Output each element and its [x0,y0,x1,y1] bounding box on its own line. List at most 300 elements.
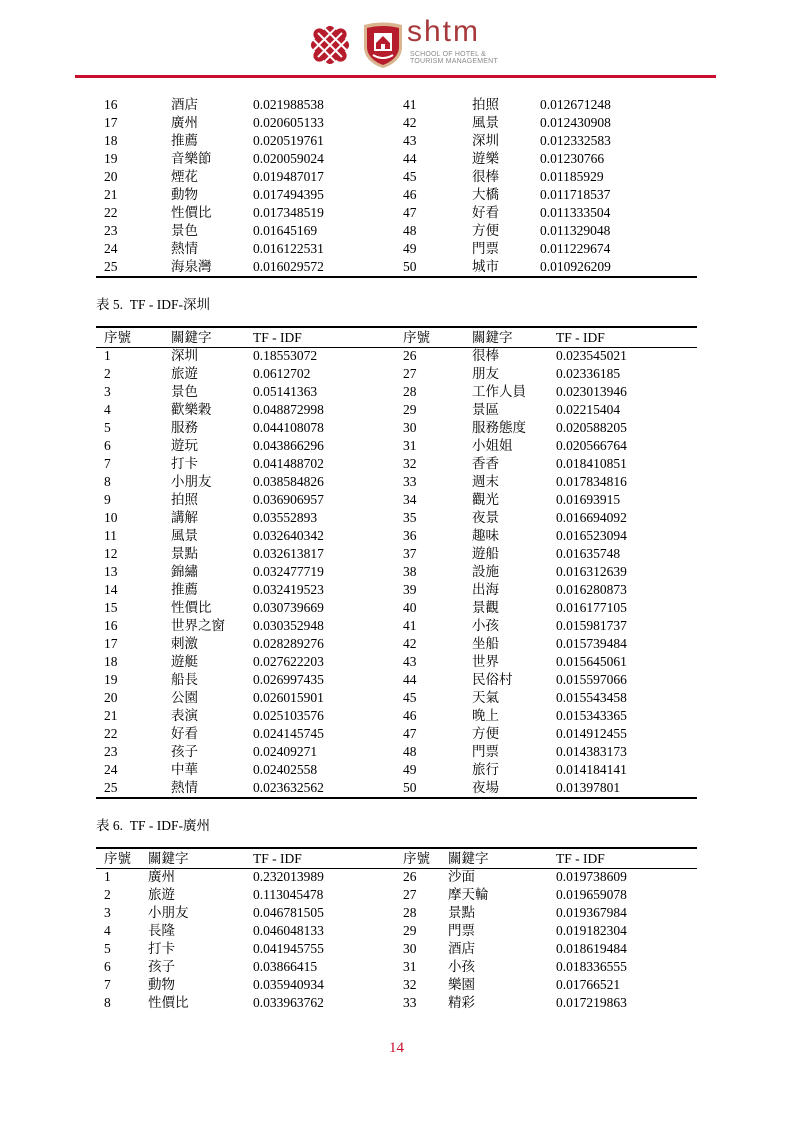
keyword-cell: 小朋友 [148,905,189,920]
keyword-cell: 週末 [472,474,499,489]
tfidf-cell: 0.023013946 [556,384,627,399]
keyword-cell: 廣州 [171,115,198,130]
rank-cell: 41 [403,618,417,633]
rank-header: 序號 [403,851,430,866]
keyword-cell: 景點 [448,905,475,920]
table-row [96,922,697,940]
keyword-cell: 酒店 [448,941,475,956]
table-body [96,96,697,276]
tfidf-cell: 0.01766521 [556,977,621,992]
keyword-cell: 方便 [472,726,499,741]
table-row [96,509,697,527]
rank-cell: 22 [104,205,118,220]
page-number: 14 [389,1040,404,1056]
rank-cell: 16 [104,97,118,112]
tfidf-cell: 0.024145745 [253,726,324,741]
keyword-cell: 講解 [171,510,198,525]
rank-cell: 6 [104,438,111,453]
keyword-cell: 香香 [472,456,499,471]
rank-cell: 33 [403,995,417,1010]
table-row [96,635,697,653]
keyword-cell: 小孩 [448,959,475,974]
table-row [96,473,697,491]
table-header-row [96,850,697,868]
rank-cell: 1 [104,348,111,363]
rank-cell: 4 [104,923,111,938]
rank-cell: 7 [104,977,111,992]
school-name-line-2: TOURISM MANAGEMENT [410,58,498,65]
table-row [96,401,697,419]
keyword-cell: 好看 [171,726,198,741]
rank-cell: 43 [403,654,417,669]
tfidf-table-guangzhou [96,847,697,1015]
keyword-cell: 景觀 [472,600,499,615]
table-row [96,150,697,168]
table-row [96,994,697,1012]
table-row [96,258,697,276]
tfidf-cell: 0.011718537 [540,187,611,202]
tfidf-cell: 0.017494395 [253,187,324,202]
keyword-cell: 摩天輪 [448,887,489,902]
rank-cell: 50 [403,259,417,274]
keyword-cell: 拍照 [171,492,198,507]
tfidf-cell: 0.01230766 [540,151,605,166]
tfidf-cell: 0.01635748 [556,546,621,561]
keyword-cell: 長隆 [148,923,175,938]
keyword-cell: 錦繡 [171,564,198,579]
keyword-cell: 世界之窗 [171,618,225,633]
table-bottom-rule [96,797,697,799]
rank-cell: 38 [403,564,417,579]
rank-cell: 45 [403,690,417,705]
keyword-cell: 打卡 [171,456,198,471]
rank-cell: 25 [104,259,118,274]
keyword-cell: 旅行 [472,762,499,777]
rank-cell: 30 [403,420,417,435]
rank-cell: 26 [403,348,417,363]
keyword-cell: 朋友 [472,366,499,381]
keyword-cell: 熱情 [171,780,198,795]
table-row [96,904,697,922]
keyword-cell: 景點 [171,546,198,561]
keyword-cell: 推薦 [171,133,198,148]
tfidf-cell: 0.012671248 [540,97,611,112]
keyword-cell: 深圳 [171,348,198,363]
rank-cell: 34 [403,492,417,507]
keyword-cell: 中華 [171,762,198,777]
rank-cell: 29 [403,402,417,417]
keyword-cell: 景色 [171,384,198,399]
tfidf-cell: 0.016523094 [556,528,627,543]
tfidf-cell: 0.012430908 [540,115,611,130]
tfidf-cell: 0.043866296 [253,438,324,453]
rank-cell: 3 [104,905,111,920]
keyword-cell: 動物 [171,187,198,202]
tfidf-cell: 0.011229674 [540,241,611,256]
keyword-cell: 趣味 [472,528,499,543]
keyword-header: 關鍵字 [472,330,513,345]
table-row [96,653,697,671]
rank-cell: 8 [104,995,111,1010]
rank-cell: 32 [403,456,417,471]
table-6-caption: 表 6. TF - IDF-廣州 [96,818,210,833]
table-row [96,940,697,958]
keyword-cell: 深圳 [472,133,499,148]
tfidf-cell: 0.026015901 [253,690,324,705]
table-row [96,114,697,132]
tfidf-cell: 0.03866415 [253,959,318,974]
tfidf-cell: 0.015645061 [556,654,627,669]
rank-cell: 20 [104,169,118,184]
rank-cell: 12 [104,546,118,561]
table-row [96,868,697,886]
tfidf-cell: 0.028289276 [253,636,324,651]
rank-cell: 31 [403,959,417,974]
keyword-cell: 煙花 [171,169,198,184]
header-divider [75,75,716,78]
tfidf-header: TF - IDF [556,851,605,866]
tfidf-cell: 0.044108078 [253,420,324,435]
tfidf-cell: 0.017219863 [556,995,627,1010]
tfidf-cell: 0.032613817 [253,546,324,561]
keyword-cell: 門票 [472,241,499,256]
rank-cell: 25 [104,780,118,795]
keyword-cell: 拍照 [472,97,499,112]
rank-cell: 9 [104,492,111,507]
rank-cell: 6 [104,959,111,974]
rank-cell: 21 [104,708,118,723]
keyword-cell: 遊樂 [472,151,499,166]
keyword-cell: 景區 [472,402,499,417]
table-row [96,455,697,473]
rank-header: 序號 [104,330,131,345]
keyword-cell: 方便 [472,223,499,238]
keyword-cell: 出海 [472,582,499,597]
rank-cell: 17 [104,115,118,130]
table-row [96,671,697,689]
keyword-cell: 晚上 [472,708,499,723]
keyword-cell: 海泉灣 [171,259,212,274]
rank-header: 序號 [104,851,131,866]
tfidf-cell: 0.046048133 [253,923,324,938]
rank-cell: 39 [403,582,417,597]
tfidf-cell: 0.041945755 [253,941,324,956]
tfidf-cell: 0.017348519 [253,205,324,220]
table-5-caption: 表 5. TF - IDF-深圳 [96,297,210,312]
tfidf-cell: 0.01185929 [540,169,604,184]
table-row [96,779,697,797]
tfidf-cell: 0.016280873 [556,582,627,597]
rank-cell: 20 [104,690,118,705]
keyword-cell: 表演 [171,708,198,723]
tfidf-cell: 0.05141363 [253,384,318,399]
keyword-cell: 設施 [472,564,499,579]
rank-cell: 3 [104,384,111,399]
tfidf-cell: 0.038584826 [253,474,324,489]
table-row [96,563,697,581]
tfidf-cell: 0.018410851 [556,456,627,471]
tfidf-cell: 0.011333504 [540,205,611,220]
school-name-line-1: SCHOOL OF HOTEL & [410,51,487,58]
table-row [96,599,697,617]
keyword-cell: 精彩 [448,995,475,1010]
tfidf-cell: 0.027622203 [253,654,324,669]
table-row [96,168,697,186]
tfidf-cell: 0.010926209 [540,259,611,274]
tfidf-cell: 0.014383173 [556,744,627,759]
rank-cell: 41 [403,97,417,112]
rank-cell: 50 [403,780,417,795]
tfidf-cell: 0.016029572 [253,259,324,274]
table-row [96,976,697,994]
keyword-cell: 風景 [171,528,198,543]
tfidf-cell: 0.017834816 [556,474,627,489]
keyword-cell: 旅遊 [148,887,175,902]
table-body [96,347,697,797]
rank-cell: 49 [403,762,417,777]
table-row [96,617,697,635]
keyword-cell: 歡樂穀 [171,402,212,417]
rank-cell: 27 [403,366,417,381]
tfidf-table-shenzhen [96,326,697,800]
rank-cell: 21 [104,187,118,202]
keyword-cell: 很棒 [472,348,499,363]
keyword-cell: 遊艇 [171,654,198,669]
table-bottom-rule [96,276,697,278]
rank-cell: 33 [403,474,417,489]
keyword-header: 關鍵字 [148,851,189,866]
tfidf-cell: 0.032477719 [253,564,324,579]
tfidf-cell: 0.023545021 [556,348,627,363]
keyword-cell: 夜景 [472,510,499,525]
table-body [96,868,697,1012]
rank-cell: 4 [104,402,111,417]
table-row [96,132,697,150]
tfidf-cell: 0.18553072 [253,348,318,363]
table-row [96,347,697,365]
rank-cell: 15 [104,600,118,615]
keyword-cell: 推薦 [171,582,198,597]
tfidf-cell: 0.011329048 [540,223,611,238]
rank-cell: 46 [403,708,417,723]
tfidf-header: TF - IDF [253,330,302,345]
keyword-cell: 服務態度 [472,420,526,435]
table-row [96,240,697,258]
keyword-cell: 性價比 [171,600,212,615]
table-row [96,581,697,599]
rank-cell: 28 [403,905,417,920]
rank-cell: 22 [104,726,118,741]
rank-cell: 46 [403,187,417,202]
table-row [96,204,697,222]
tfidf-cell: 0.048872998 [253,402,324,417]
tfidf-cell: 0.015597066 [556,672,627,687]
tfidf-cell: 0.019738609 [556,869,627,884]
tfidf-cell: 0.012332583 [540,133,611,148]
rank-cell: 5 [104,420,111,435]
rank-cell: 32 [403,977,417,992]
keyword-cell: 遊船 [472,546,499,561]
keyword-cell: 孩子 [171,744,198,759]
tfidf-cell: 0.016177105 [556,600,627,615]
rank-cell: 42 [403,115,417,130]
rank-cell: 43 [403,133,417,148]
rank-cell: 2 [104,366,111,381]
tfidf-cell: 0.02215404 [556,402,621,417]
tfidf-cell: 0.020519761 [253,133,324,148]
rank-cell: 24 [104,762,118,777]
tfidf-cell: 0.020566764 [556,438,627,453]
keyword-cell: 性價比 [148,995,189,1010]
keyword-cell: 門票 [448,923,475,938]
rank-cell: 45 [403,169,417,184]
tfidf-cell: 0.02409271 [253,744,318,759]
table-row [96,383,697,401]
keyword-cell: 坐船 [472,636,499,651]
table-header-row [96,329,697,347]
table-row [96,886,697,904]
tfidf-cell: 0.018336555 [556,959,627,974]
tfidf-cell: 0.046781505 [253,905,324,920]
keyword-cell: 打卡 [148,941,175,956]
tfidf-cell: 0.015981737 [556,618,627,633]
table-top-rule [96,847,697,849]
tfidf-cell: 0.0612702 [253,366,311,381]
table-row [96,491,697,509]
keyword-header: 關鍵字 [171,330,212,345]
tfidf-cell: 0.019182304 [556,923,627,938]
table-top-rule [96,326,697,328]
rank-cell: 23 [104,223,118,238]
tfidf-cell: 0.020605133 [253,115,324,130]
rank-cell: 19 [104,672,118,687]
tfidf-cell: 0.232013989 [253,869,324,884]
tfidf-cell: 0.01693915 [556,492,621,507]
tfidf-cell: 0.030739669 [253,600,324,615]
rank-cell: 26 [403,869,417,884]
rank-cell: 10 [104,510,118,525]
keyword-cell: 樂園 [448,977,475,992]
rank-cell: 49 [403,241,417,256]
tfidf-cell: 0.035940934 [253,977,324,992]
tfidf-cell: 0.041488702 [253,456,324,471]
tfidf-cell: 0.032640342 [253,528,324,543]
rank-cell: 31 [403,438,417,453]
table-row [96,419,697,437]
tfidf-cell: 0.023632562 [253,780,324,795]
tfidf-cell: 0.033963762 [253,995,324,1010]
keyword-cell: 沙面 [448,869,475,884]
keyword-cell: 景色 [171,223,198,238]
keyword-cell: 風景 [472,115,499,130]
shtm-wordmark: shtm [407,15,481,48]
table-row [96,545,697,563]
table-row [96,96,697,114]
keyword-header: 關鍵字 [448,851,489,866]
keyword-cell: 刺激 [171,636,198,651]
table-row [96,222,697,240]
tfidf-cell: 0.026997435 [253,672,324,687]
rank-cell: 48 [403,744,417,759]
tfidf-cell: 0.019367984 [556,905,627,920]
keyword-table-continued [96,96,697,278]
rank-cell: 5 [104,941,111,956]
rank-cell: 11 [104,528,117,543]
table-row [96,707,697,725]
keyword-cell: 小姐姐 [472,438,513,453]
table-row [96,725,697,743]
rank-cell: 42 [403,636,417,651]
keyword-cell: 動物 [148,977,175,992]
rank-cell: 35 [403,510,417,525]
keyword-cell: 很棒 [472,169,499,184]
keyword-cell: 旅遊 [171,366,198,381]
tfidf-cell: 0.030352948 [253,618,324,633]
rank-cell: 24 [104,241,118,256]
rank-cell: 44 [403,151,417,166]
rank-cell: 13 [104,564,118,579]
keyword-cell: 小朋友 [171,474,212,489]
rank-cell: 27 [403,887,417,902]
table-row [96,958,697,976]
table-row [96,761,697,779]
polyu-logo [304,21,356,69]
table-row [96,437,697,455]
tfidf-cell: 0.015343365 [556,708,627,723]
keyword-cell: 船長 [171,672,198,687]
tfidf-cell: 0.01397801 [556,780,621,795]
tfidf-cell: 0.113045478 [253,887,324,902]
tfidf-cell: 0.03552893 [253,510,318,525]
keyword-cell: 音樂節 [171,151,212,166]
keyword-cell: 天氣 [472,690,499,705]
keyword-cell: 民俗村 [472,672,513,687]
rank-cell: 16 [104,618,118,633]
tfidf-cell: 0.014912455 [556,726,627,741]
rank-cell: 14 [104,582,118,597]
keyword-cell: 門票 [472,744,499,759]
tfidf-cell: 0.021988538 [253,97,324,112]
rank-cell: 30 [403,941,417,956]
rank-cell: 1 [104,869,111,884]
tfidf-header: TF - IDF [253,851,302,866]
keyword-cell: 遊玩 [171,438,198,453]
tfidf-cell: 0.016122531 [253,241,324,256]
rank-cell: 40 [403,600,417,615]
tfidf-cell: 0.015739484 [556,636,627,651]
tfidf-cell: 0.036906957 [253,492,324,507]
keyword-cell: 世界 [472,654,499,669]
keyword-cell: 小孩 [472,618,499,633]
tfidf-header: TF - IDF [556,330,605,345]
tfidf-cell: 0.019659078 [556,887,627,902]
keyword-cell: 公園 [171,690,198,705]
rank-cell: 47 [403,205,417,220]
keyword-cell: 酒店 [171,97,198,112]
rank-cell: 8 [104,474,111,489]
tfidf-cell: 0.01645169 [253,223,318,238]
rank-cell: 37 [403,546,417,561]
table-row [96,186,697,204]
rank-cell: 17 [104,636,118,651]
table-row [96,365,697,383]
tfidf-cell: 0.019487017 [253,169,324,184]
tfidf-cell: 0.018619484 [556,941,627,956]
tfidf-cell: 0.016312639 [556,564,627,579]
keyword-cell: 性價比 [171,205,212,220]
keyword-cell: 孩子 [148,959,175,974]
tfidf-cell: 0.02336185 [556,366,621,381]
